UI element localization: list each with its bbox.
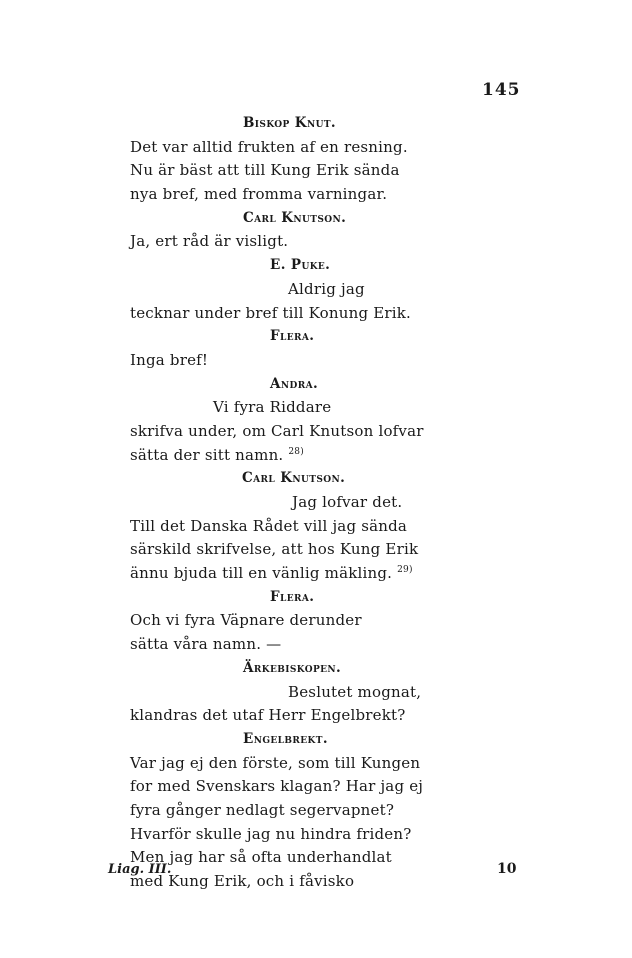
verse-line: Aldrig jag bbox=[288, 279, 365, 298]
verse-line: Hvarför skulle jag nu hindra friden? bbox=[130, 824, 412, 843]
verse-line bbox=[130, 444, 420, 468]
footer-sheet-number: 10 bbox=[497, 861, 517, 877]
speaker-carl-knutson: Carl Knutson. bbox=[243, 209, 347, 226]
speaker-flera: Flera. bbox=[270, 328, 315, 345]
speaker-arkebiskopen: Ärkebiskopen. bbox=[243, 659, 342, 676]
verse-line: Men jag har så ofta underhandlat bbox=[130, 848, 392, 867]
verse-line: fyra gånger nedlagt segervapnet? bbox=[130, 800, 395, 819]
verse-line: Det var alltid frukten af en resning. bbox=[130, 137, 408, 156]
verse-text: sätta der sitt namn. bbox=[130, 445, 284, 464]
speaker-biskop-knut: Biskop Knut. bbox=[243, 115, 337, 131]
speaker-andra: Andra. bbox=[270, 375, 319, 392]
verse-line: särskild skrifvelse, att hos Kung Erik bbox=[130, 540, 419, 559]
footer-signature: Liag. III. bbox=[108, 862, 172, 877]
speaker-e-puke: E. Puke. bbox=[270, 257, 331, 274]
verse-line: klandras det utaf Herr Engelbrekt? bbox=[130, 706, 406, 725]
speaker-carl-knutson: Carl Knutson. bbox=[242, 470, 346, 487]
speaker-engelbrekt: Engelbrekt. bbox=[243, 730, 328, 747]
verse-line: sätta våra namn. — bbox=[130, 635, 282, 654]
verse-line: Var jag ej den förste, som till Kungen bbox=[130, 753, 421, 772]
verse-line: Till det Danska Rådet vill jag sända bbox=[130, 516, 408, 535]
footnote-marker: 28) bbox=[288, 446, 304, 457]
verse-line: skrifva under, om Carl Knutson lofvar bbox=[130, 421, 424, 440]
verse-line: med Kung Erik, och i fåvisko bbox=[130, 872, 355, 890]
speaker-flera: Flera. bbox=[270, 588, 315, 605]
verse-line bbox=[130, 562, 420, 586]
play-text bbox=[130, 112, 424, 894]
verse-line: Och vi fyra Väpnare derunder bbox=[130, 611, 362, 630]
footnote-marker: 29) bbox=[397, 565, 413, 576]
verse-line: Vi fyra Riddare bbox=[213, 398, 332, 417]
verse-line: Inga bref! bbox=[130, 350, 209, 369]
verse-line: tecknar under bref till Konung Erik. bbox=[130, 303, 411, 322]
verse-line: nya bref, med fromma varningar. bbox=[130, 185, 388, 204]
verse-line: Ja, ert råd är visligt. bbox=[130, 232, 289, 251]
verse-text: ännu bjuda till en vänlig mäkling. bbox=[130, 564, 393, 583]
verse-line: for med Svenskars klagan? Har jag ej bbox=[130, 777, 424, 796]
page-number: 145 bbox=[482, 80, 521, 100]
verse-line: Beslutet mognat, bbox=[288, 682, 422, 701]
verse-line: Jag lofvar det. bbox=[292, 493, 403, 511]
verse-line: Nu är bäst att till Kung Erik sända bbox=[130, 161, 400, 180]
